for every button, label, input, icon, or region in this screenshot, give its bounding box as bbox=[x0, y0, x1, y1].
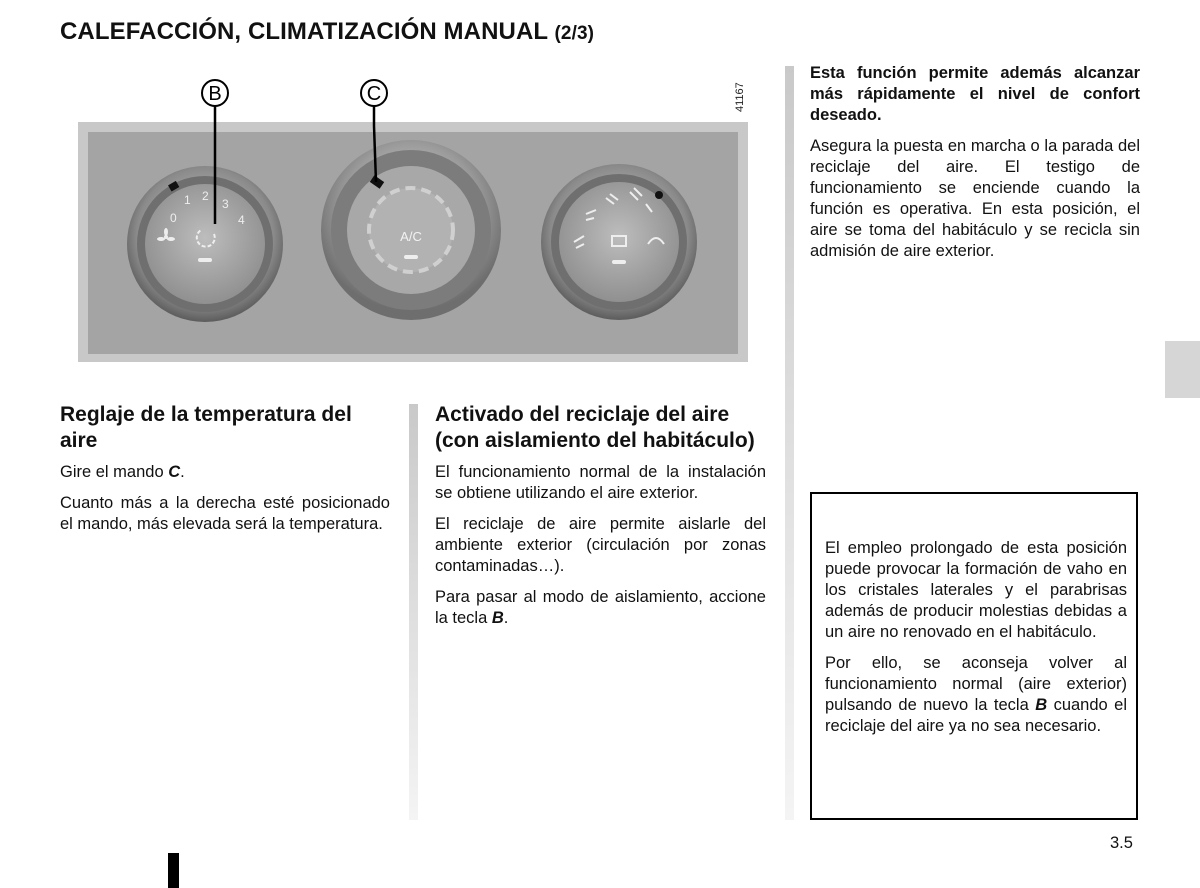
dial-number-3: 3 bbox=[222, 197, 229, 211]
page-title-part: (2/3) bbox=[554, 23, 595, 44]
callout-c-label: C bbox=[366, 83, 382, 105]
chapter-tab bbox=[1165, 341, 1200, 398]
recycle-paragraph-1: El funcionamiento normal de la instalación se obtiene utilizando el aire exterior. bbox=[435, 463, 766, 502]
left-dial bbox=[127, 166, 283, 322]
page-title-main: CALEFACCIÓN, CLIMATIZACIÓN MANUAL bbox=[60, 18, 548, 45]
section-temperature bbox=[60, 402, 390, 545]
heading-temperature: Reglaje de la temperatura del aire bbox=[60, 403, 352, 452]
page-title bbox=[60, 18, 594, 46]
note-box bbox=[810, 492, 1138, 820]
recycle-paragraph-3: Para pasar al modo de aislamiento, accione la tecla B. bbox=[435, 588, 766, 627]
note-key-b: B bbox=[1035, 696, 1048, 714]
print-marker bbox=[168, 853, 179, 888]
dial-number-2: 2 bbox=[202, 189, 209, 203]
note-paragraph-1: El empleo prolongado de esta posición puede provocar la formación de vaho en los cristales laterales y el parabrisas además de producir molestias debidas a un aire no renovado en el habitáculo. bbox=[825, 539, 1127, 641]
control-panel-illustration bbox=[74, 74, 774, 374]
column-divider-right bbox=[785, 66, 794, 820]
heading-recycle: Activado del reciclaje del aire (con aislamiento del habitáculo) bbox=[435, 403, 755, 452]
recycle-paragraph-2: El reciclaje de aire permite aislarle del ambiente exterior (circulación por zonas contaminadas…). bbox=[435, 515, 766, 575]
temperature-instruction: Gire el mando C. bbox=[60, 463, 185, 481]
right-dial-indicator bbox=[612, 260, 626, 264]
key-b-reference: B bbox=[491, 609, 504, 627]
center-dial bbox=[321, 140, 501, 320]
temperature-description: Cuanto más a la derecha esté posicionado el mando, más elevada será la temperatura. bbox=[60, 494, 390, 533]
dial-number-4: 4 bbox=[238, 213, 245, 227]
callout-b-label: B bbox=[208, 83, 222, 105]
right-paragraph: Asegura la puesta en marcha o la parada del reciclaje del aire. El testigo de funcionamiento se enciende cuando la función es operativa. En esta posición, el aire se toma del habitáculo y se recicla sin admisión de aire exterior. bbox=[810, 137, 1140, 260]
left-dial-indicator bbox=[198, 258, 212, 262]
note-paragraph-2: Por ello, se aconseja volver al funcionamiento normal (aire exterior) pulsando de nuevo la tecla B cuando el reciclaje del aire ya no sea necesario. bbox=[825, 654, 1127, 735]
ac-label: A/C bbox=[400, 229, 422, 244]
section-recycle bbox=[435, 402, 766, 639]
page-number: 3.5 bbox=[1110, 834, 1133, 852]
right-intro: Esta función permite además alcanzar más rápidamente el nivel de confort deseado. bbox=[810, 64, 1140, 124]
key-c-reference: C bbox=[168, 463, 181, 481]
ac-indicator bbox=[404, 255, 418, 259]
right-dial bbox=[541, 164, 697, 320]
dial-number-1: 1 bbox=[184, 193, 191, 207]
right-dial-marker bbox=[655, 191, 663, 199]
section-right bbox=[810, 63, 1140, 272]
figure-code bbox=[734, 72, 774, 112]
dial-number-0: 0 bbox=[170, 211, 177, 225]
column-divider-center bbox=[409, 404, 418, 820]
figure-code-text: 41167 bbox=[734, 82, 746, 112]
